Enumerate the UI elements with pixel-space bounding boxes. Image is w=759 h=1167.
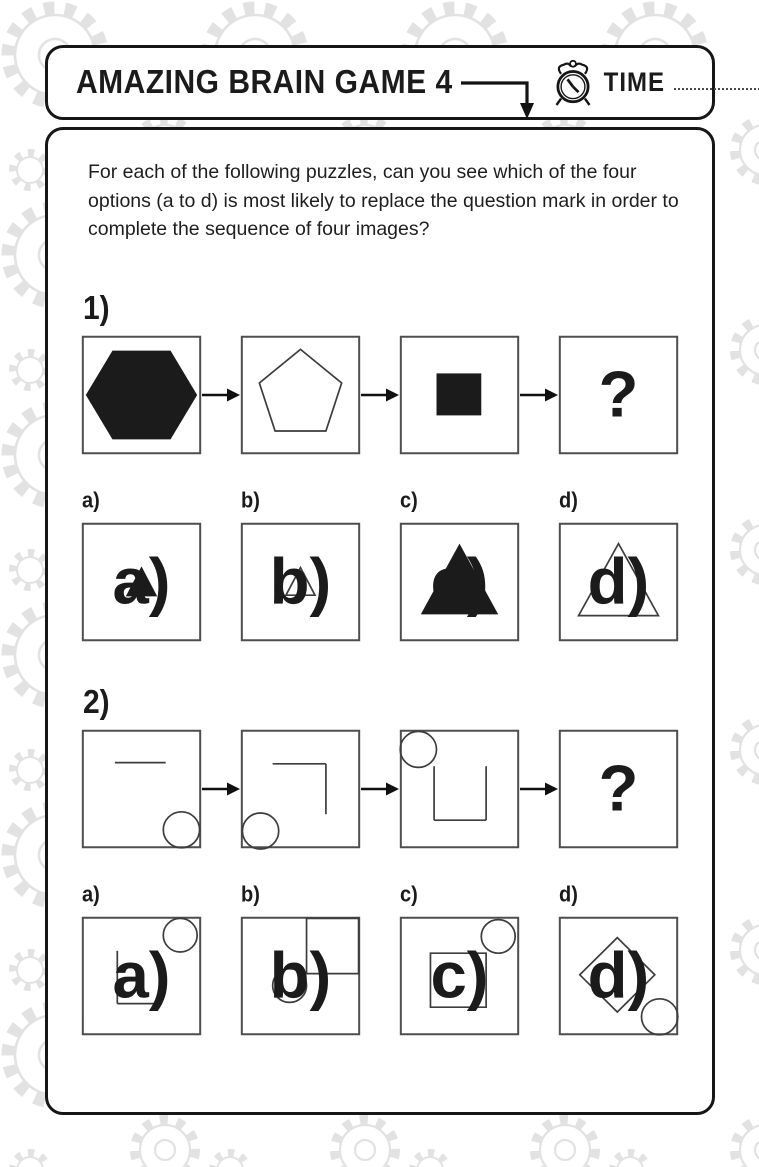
puzzle-2-option-b[interactable] xyxy=(240,882,361,1036)
puzzle-2-option-c-box xyxy=(399,916,520,1036)
question-mark: b) xyxy=(269,544,332,618)
puzzle-2-option-d[interactable] xyxy=(558,882,679,1036)
puzzle-1-option-a[interactable] xyxy=(81,488,202,642)
right-arrow-icon xyxy=(202,781,240,797)
puzzle-2-sequence-box-2 xyxy=(240,729,361,849)
right-arrow-icon xyxy=(520,781,558,797)
puzzle-2 xyxy=(48,683,712,1036)
elbow-down-arrow-icon xyxy=(459,75,551,121)
puzzles-container xyxy=(48,289,712,1036)
arrow-gap xyxy=(361,729,399,849)
puzzle-1-sequence-row xyxy=(81,335,712,455)
option-label: a) xyxy=(82,488,100,513)
question-mark: b) xyxy=(269,938,332,1012)
puzzle-2-sequence-box-3 xyxy=(399,729,520,849)
right-arrow-icon xyxy=(202,387,240,403)
puzzle-1-option-d[interactable] xyxy=(558,488,679,642)
question-mark: d) xyxy=(587,544,650,618)
puzzle-2-options-row xyxy=(81,882,712,1036)
question-mark: c) xyxy=(430,938,489,1012)
question-mark: a) xyxy=(112,938,171,1012)
right-arrow-icon xyxy=(361,781,399,797)
arrow-gap xyxy=(202,729,240,849)
time-label: TIME xyxy=(603,66,665,98)
puzzle-1-option-d-box xyxy=(558,522,679,642)
puzzle-1-number: 1) xyxy=(83,289,110,327)
puzzle-2-sequence-box-4 xyxy=(558,729,679,849)
option-label: d) xyxy=(559,488,578,513)
puzzle-1-sequence-box-4 xyxy=(558,335,679,455)
puzzle-1 xyxy=(48,289,712,642)
instructions-text: For each of the following puzzles, can you see which of the four options (a to d) is most likely to replace the question mark in order to complete the sequence of four images? xyxy=(88,161,679,241)
puzzle-1-options-row xyxy=(81,488,712,642)
puzzle-2-option-a-box xyxy=(81,916,202,1036)
puzzle-2-option-d-box xyxy=(558,916,679,1036)
puzzle-2-sequence-box-1 xyxy=(81,729,202,849)
question-mark: d) xyxy=(587,938,650,1012)
question-mark: a) xyxy=(112,544,171,618)
puzzle-2-option-b-box xyxy=(240,916,361,1036)
time-group xyxy=(551,58,759,108)
puzzle-1-option-b[interactable] xyxy=(240,488,361,642)
option-label: d) xyxy=(559,882,578,907)
puzzle-1-option-b-box xyxy=(240,522,361,642)
arrow-gap xyxy=(361,335,399,455)
puzzle-2-number: 2) xyxy=(83,683,110,721)
page-title: AMAZING BRAIN GAME 4 xyxy=(76,63,453,101)
arrow-gap xyxy=(520,729,558,849)
puzzle-1-sequence-box-1 xyxy=(81,335,202,455)
header-panel xyxy=(45,45,715,120)
content-panel xyxy=(45,127,715,1115)
question-mark: ? xyxy=(598,751,639,825)
puzzle-1-sequence-box-3 xyxy=(399,335,520,455)
right-arrow-icon xyxy=(361,387,399,403)
option-label: c) xyxy=(400,488,418,513)
puzzle-1-sequence-box-2 xyxy=(240,335,361,455)
option-label: c) xyxy=(400,882,418,907)
right-arrow-icon xyxy=(520,387,558,403)
puzzle-2-option-c[interactable] xyxy=(399,882,520,1036)
option-label: b) xyxy=(241,488,260,513)
arrow-gap xyxy=(202,335,240,455)
arrow-gap xyxy=(520,335,558,455)
time-fill-in-line[interactable] xyxy=(674,75,759,90)
question-mark: ? xyxy=(598,357,639,431)
puzzle-1-option-c[interactable] xyxy=(399,488,520,642)
puzzle-2-sequence-row xyxy=(81,729,712,849)
puzzle-2-option-a[interactable] xyxy=(81,882,202,1036)
option-label: b) xyxy=(241,882,260,907)
option-label: a) xyxy=(82,882,100,907)
puzzle-1-option-a-box xyxy=(81,522,202,642)
alarm-clock-icon xyxy=(551,58,595,108)
puzzle-1-option-c-box xyxy=(399,522,520,642)
question-mark: c) xyxy=(430,544,489,618)
